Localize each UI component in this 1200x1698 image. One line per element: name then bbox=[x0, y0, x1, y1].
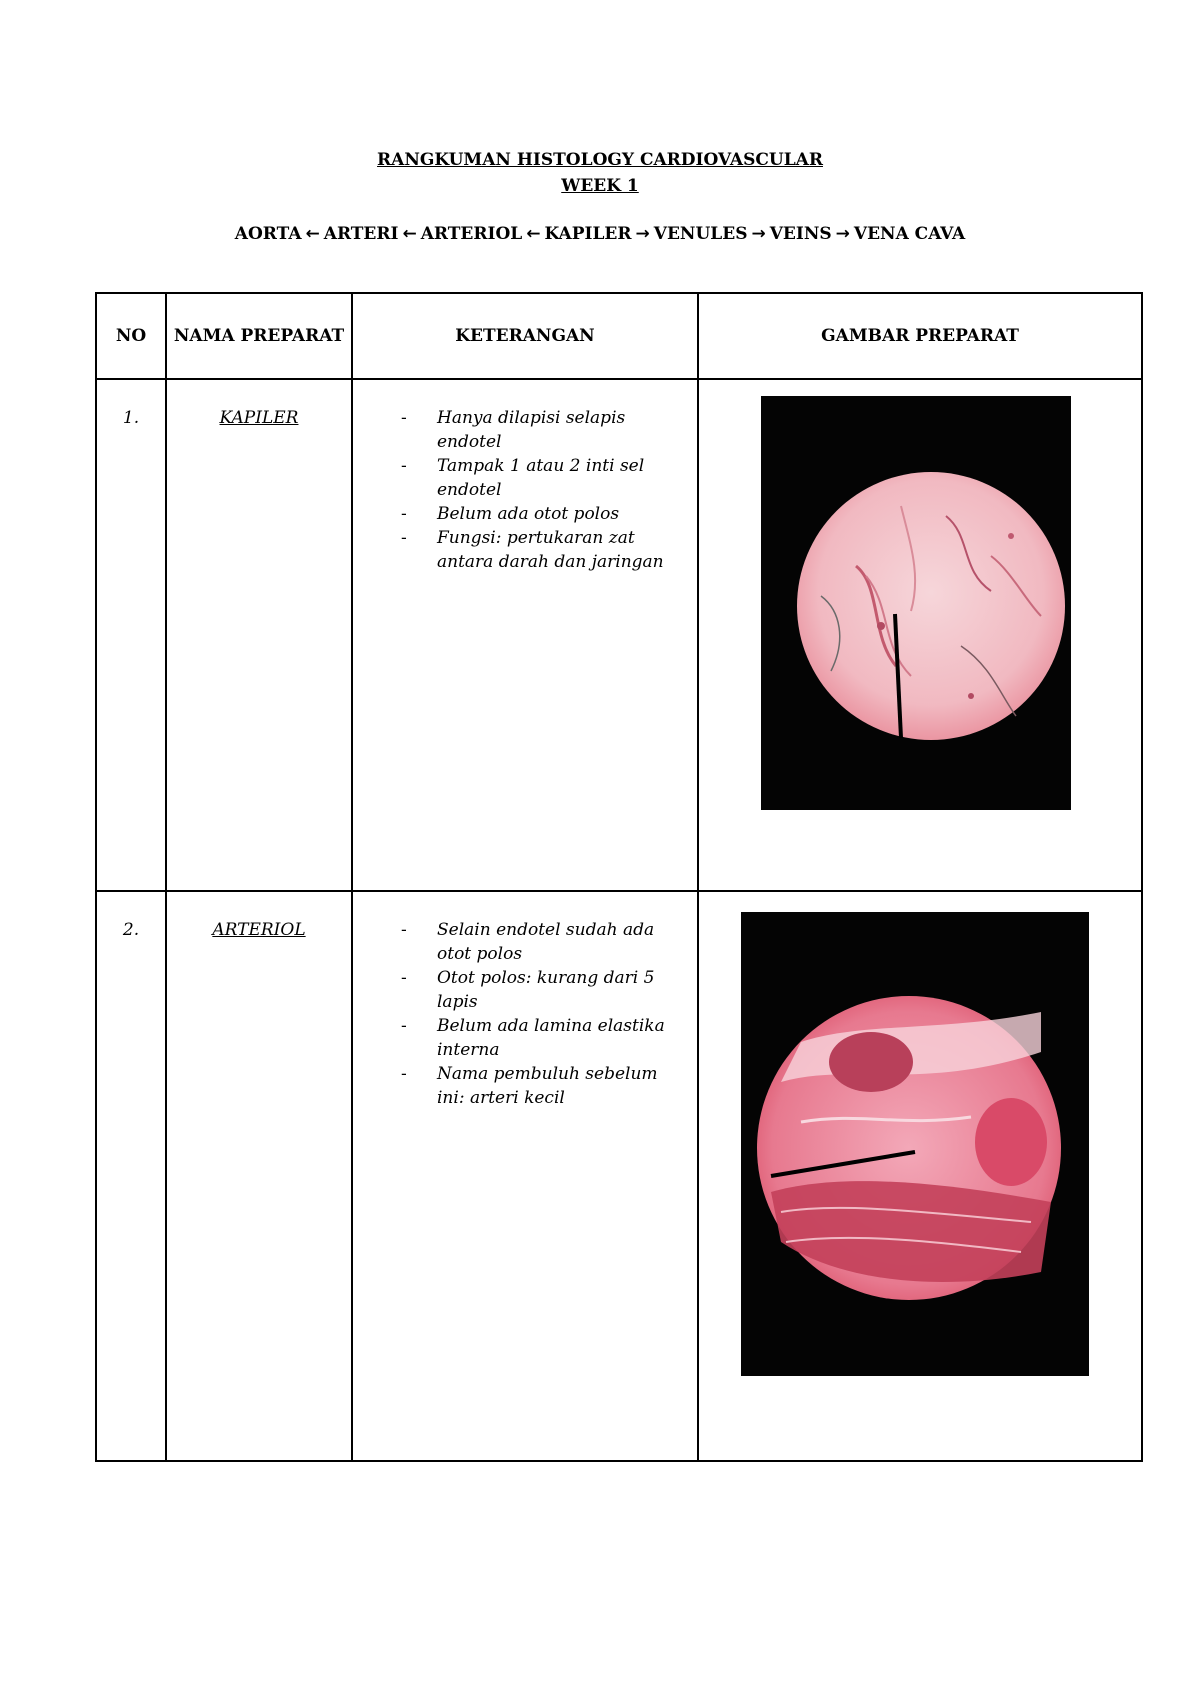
arrow-right-icon: → bbox=[635, 224, 650, 244]
row-number: 1. bbox=[96, 379, 166, 891]
table-header-row bbox=[96, 293, 1142, 379]
list-item: - Hanya dilapisi selapis endotel bbox=[437, 406, 689, 454]
flow-arteri: ARTERI bbox=[323, 224, 399, 244]
header-nama-preparat: NAMA PREPARAT bbox=[166, 293, 352, 379]
vessel-flow bbox=[0, 224, 1200, 244]
preparat-name: KAPILER bbox=[166, 379, 352, 891]
microscope-photo-kapiler bbox=[761, 396, 1071, 810]
arrow-right-icon: → bbox=[835, 224, 850, 244]
list-item: - Fungsi: pertukaran zat antara darah dan jaringan bbox=[437, 526, 689, 574]
flow-arteriol: ARTERIOL bbox=[420, 224, 523, 244]
list-item: - Selain endotel sudah ada otot polos bbox=[437, 918, 689, 966]
list-item: - Belum ada otot polos bbox=[437, 502, 689, 526]
keterangan-cell bbox=[352, 891, 698, 1461]
arrow-left-icon: ← bbox=[305, 224, 320, 244]
header-keterangan: KETERANGAN bbox=[352, 293, 698, 379]
document-subtitle: WEEK 1 bbox=[561, 176, 639, 196]
flow-aorta: AORTA bbox=[234, 224, 302, 244]
microscope-image bbox=[741, 912, 1089, 1376]
table-row bbox=[96, 891, 1142, 1461]
preparat-name: ARTERIOL bbox=[166, 891, 352, 1461]
document-title: RANGKUMAN HISTOLOGY CARDIOVASCULAR bbox=[377, 150, 823, 170]
preparat-table bbox=[95, 292, 1143, 1462]
header-no: NO bbox=[96, 293, 166, 379]
arrow-left-icon: ← bbox=[526, 224, 541, 244]
list-item: - Tampak 1 atau 2 inti sel endotel bbox=[437, 454, 689, 502]
header-gambar-preparat: GAMBAR PREPARAT bbox=[698, 293, 1142, 379]
arrow-left-icon: ← bbox=[402, 224, 417, 244]
microscope-image bbox=[761, 396, 1071, 810]
gambar-cell bbox=[698, 891, 1142, 1461]
keterangan-cell bbox=[352, 379, 698, 891]
keterangan-list bbox=[353, 892, 697, 1110]
table-row bbox=[96, 379, 1142, 891]
keterangan-list bbox=[353, 380, 697, 574]
flow-veins: VEINS bbox=[769, 224, 832, 244]
arrow-right-icon: → bbox=[751, 224, 766, 244]
list-item: - Belum ada lamina elastika interna bbox=[437, 1014, 689, 1062]
flow-venules: VENULES bbox=[653, 224, 748, 244]
flow-vena-cava: VENA CAVA bbox=[853, 224, 966, 244]
list-item: - Otot polos: kurang dari 5 lapis bbox=[437, 966, 689, 1014]
gambar-cell bbox=[698, 379, 1142, 891]
list-item: - Nama pembuluh sebelum ini: arteri kecil bbox=[437, 1062, 689, 1110]
microscope-photo-arteriol bbox=[741, 912, 1089, 1376]
flow-kapiler: KAPILER bbox=[544, 224, 632, 244]
row-number: 2. bbox=[96, 891, 166, 1461]
